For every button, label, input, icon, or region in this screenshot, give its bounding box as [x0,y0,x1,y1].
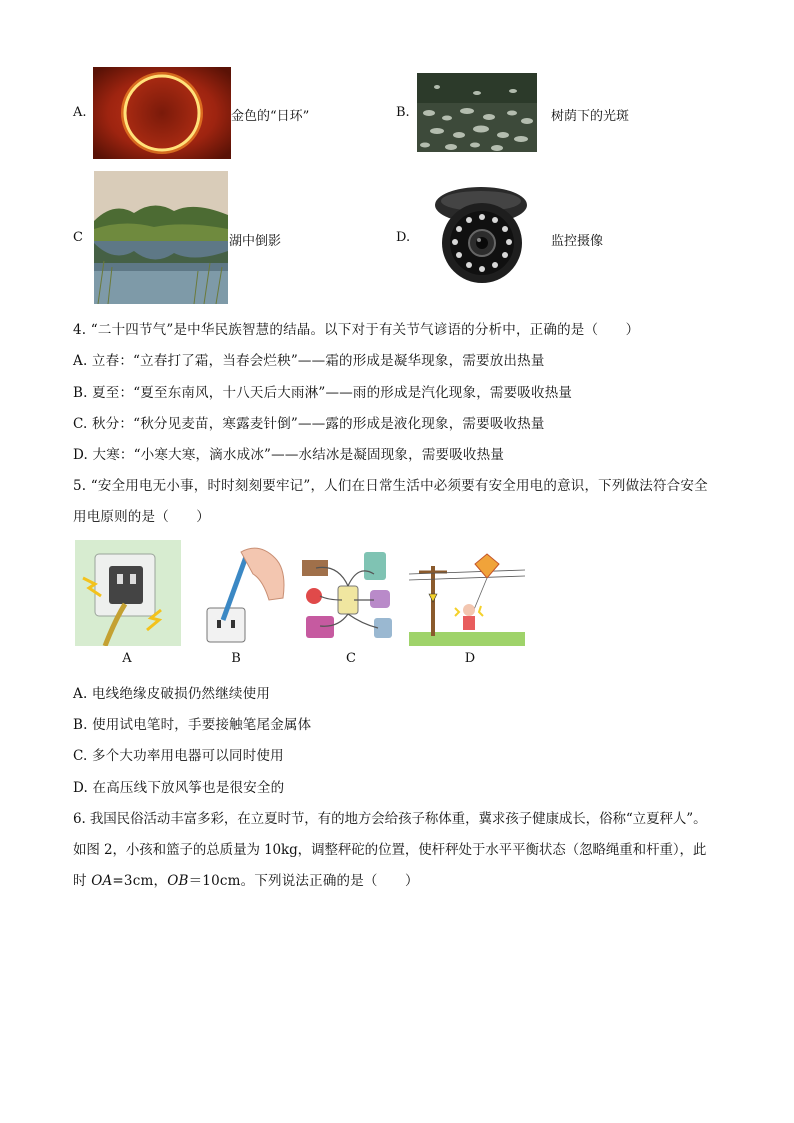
q5-figure-label-d: D [464,651,476,666]
q6-line-2: 如图 2，小孩和篮子的总质量为 10kg，调整秤砣的位置，使杆秤处于水平平衡状态（忽略绳重和杆重），此 [73,842,707,858]
q5-stem-line2: 用电原则的是（ ） [73,509,210,525]
q6-line-3 [73,869,419,889]
q4-option-b: B. 夏至：“夏至东南风，十八天后大雨淋”——雨的形成是汽化现象，需要吸收热量 [73,385,573,401]
kite-under-power-line-illustration [409,546,525,646]
option-b-text: 树荫下的光斑 [551,109,630,124]
q5-option-d: D. 在高压线下放风筝也是很安全的 [73,780,285,796]
option-a-text: 金色的“日环” [231,109,310,124]
q5-stem-line1: 5. “安全用电无小事，时时刻刻要牢记”，人们在日常生活中必须要有安全用电的意识，下列做法符合安全 [73,478,708,494]
var-ob: OB [167,873,189,889]
q6-line-1: 6. 我国民俗活动丰富多彩，在立夏时节，有的地方会给孩子称体重，冀求孩子健康成长，俗称“立夏秤人”。 [73,811,707,827]
option-c-letter: C [73,230,83,245]
q4-option-c: C. 秋分：“秋分见麦苗，寒露麦针倒”——露的形成是液化现象，需要吸收热量 [73,416,545,432]
lake-reflection-photo [94,171,228,304]
q5-option-b: B. 使用试电笔时，手要接触笔尾金属体 [73,717,312,733]
var-oa: OA [91,873,113,889]
q5-figure-label-c: C [346,651,356,666]
oa-value: =3cm， [112,873,168,889]
q4-stem: 4. “二十四节气”是中华民族智慧的结晶。以下对于有关节气谚语的分析中，正确的是（ ） [73,322,640,338]
tree-shade-light-spots-photo [417,73,537,152]
option-a-letter: A. [73,105,87,120]
overloaded-socket-illustration [298,544,398,646]
q5-option-a: A. 电线绝缘皮破损仍然继续使用 [73,686,271,702]
ob-value: ＝10cm。下列说法正确的是（ ） [188,873,419,889]
dome-security-camera-photo [432,183,530,287]
q4-option-d: D. 大寒：“小寒大寒，滴水成冰”——水结冰是凝固现象，需要吸收热量 [73,447,505,463]
option-d-letter: D. [396,230,411,245]
q5-option-c: C. 多个大功率用电器可以同时使用 [73,748,284,764]
q5-figure-label-a: A [122,651,132,666]
q6-line-3-prefix: 时 [73,873,92,889]
test-pen-illustration [193,540,291,646]
annular-eclipse-photo [93,67,231,159]
option-b-letter: B. [396,105,410,120]
option-d-text: 监控摄像 [551,234,604,249]
option-c-text: 湖中倒影 [229,234,282,249]
q4-option-a: A. 立春：“立春打了霜，当春会烂秧”——霜的形成是凝华现象，需要放出热量 [73,353,545,369]
damaged-plug-illustration [75,540,181,646]
q5-figure-label-b: B [231,651,241,666]
